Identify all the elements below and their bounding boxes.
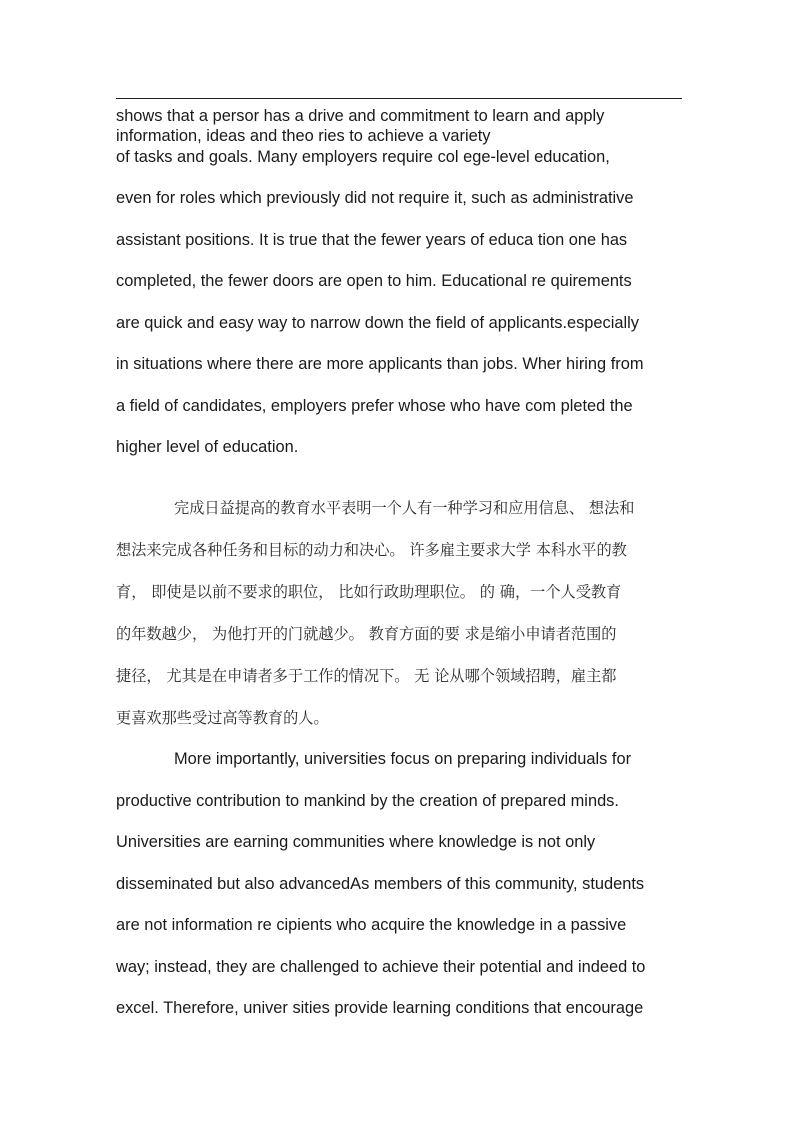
text-line: completed, the fewer doors are open to him. Educational re quirements bbox=[116, 272, 632, 290]
text-line: 完成日益提高的教育水平表明一个人有一种学习和应用信息、 想法和 bbox=[174, 499, 635, 517]
text-line: are quick and easy way to narrow down the field of applicants.especially bbox=[116, 314, 639, 332]
text-line: of tasks and goals. Many employers require col ege-level education, bbox=[116, 148, 610, 166]
header-rule bbox=[116, 98, 682, 99]
text-line: a field of candidates, employers prefer whose who have com pleted the bbox=[116, 397, 633, 415]
text-line: higher level of education. bbox=[116, 438, 299, 456]
text-line: 的年数越少， 为他打开的门就越少。 教育方面的要 求是缩小申请者范围的 bbox=[116, 625, 617, 643]
text-line: are not information re cipients who acquire the knowledge in a passive bbox=[116, 916, 627, 934]
text-line: excel. Therefore, univer sities provide learning conditions that encourage bbox=[116, 999, 644, 1017]
text-line: assistant positions. It is true that the fewer years of educa tion one has bbox=[116, 231, 628, 249]
text-line: even for roles which previously did not require it, such as administrative bbox=[116, 189, 634, 207]
text-line: information, ideas and theo ries to achieve a variety bbox=[116, 127, 491, 145]
text-line: Universities are earning communities where knowledge is not only bbox=[116, 833, 596, 851]
text-line: shows that a persor has a drive and commitment to learn and apply bbox=[116, 107, 605, 125]
text-line: 想法来完成各种任务和目标的动力和决心。 许多雇主要求大学 本科水平的教 bbox=[116, 541, 627, 559]
text-line: 育， 即使是以前不要求的职位， 比如行政助理职位。 的 确，一个人受教育 bbox=[116, 583, 622, 601]
text-line: way; instead, they are challenged to achieve their potential and indeed to bbox=[116, 958, 646, 976]
text-line: 捷径， 尤其是在申请者多于工作的情况下。 无 论从哪个领域招聘，雇主都 bbox=[116, 667, 617, 685]
text-line: More importantly, universities focus on preparing individuals for bbox=[174, 750, 632, 768]
text-line: disseminated but also advancedAs members of this community, students bbox=[116, 875, 645, 893]
text-line: in situations where there are more applicants than jobs. Wher hiring from bbox=[116, 355, 644, 373]
text-line: 更喜欢那些受过高等教育的人。 bbox=[116, 709, 329, 727]
text-line: productive contribution to mankind by the creation of prepared minds. bbox=[116, 792, 619, 810]
